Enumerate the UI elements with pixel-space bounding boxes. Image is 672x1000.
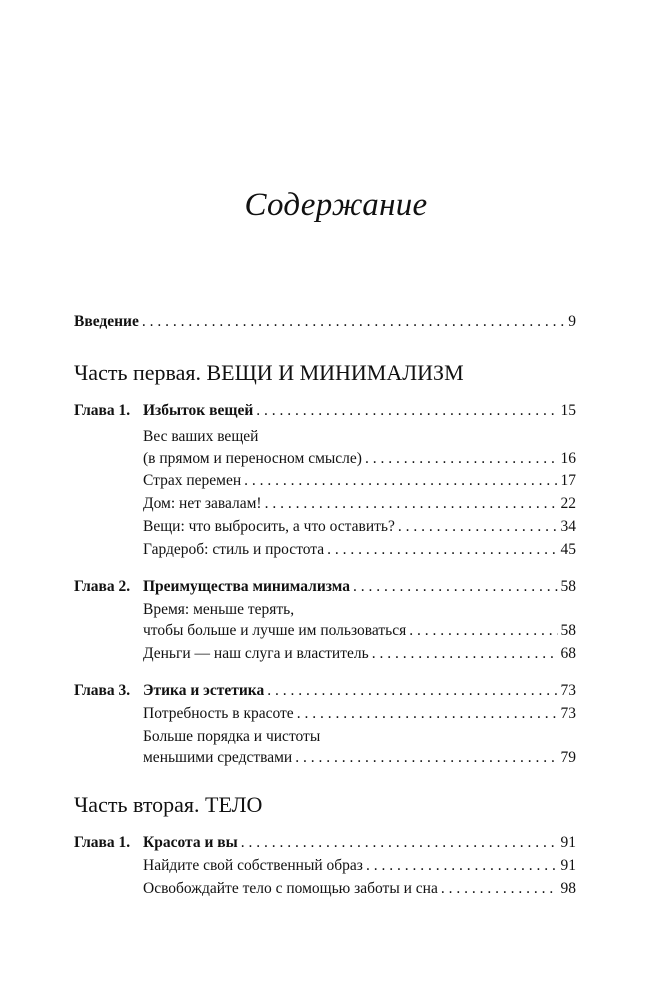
section-title-line1: Вес ваших вещей bbox=[143, 428, 259, 445]
toc-chapter-1-1[interactable] bbox=[74, 400, 576, 422]
section-title: Потребность в красоте bbox=[143, 705, 294, 722]
section-title: Дом: нет завалам! bbox=[143, 495, 262, 512]
chapter-number: Глава 2. bbox=[74, 578, 131, 595]
toc-section[interactable] bbox=[143, 878, 576, 900]
section-title-line1: Время: меньше терять, bbox=[143, 601, 295, 618]
chapter-title: Этика и эстетика bbox=[143, 682, 265, 699]
dot-leader bbox=[297, 703, 558, 725]
section-title: (в прямом и переносном смысле) bbox=[143, 450, 362, 467]
dot-leader bbox=[256, 400, 557, 422]
page-number: 91 bbox=[560, 834, 576, 851]
dot-leader bbox=[372, 643, 558, 665]
section-title: Гардероб: стиль и простота bbox=[143, 541, 325, 558]
part-heading-2: Часть вторая. ТЕЛО bbox=[74, 792, 263, 817]
chapter-title: Преимущества минимализма bbox=[143, 578, 350, 595]
section-title: чтобы больше и лучше им пользоваться bbox=[143, 622, 407, 639]
page-number: 73 bbox=[560, 705, 576, 722]
toc-section[interactable] bbox=[143, 539, 576, 561]
dot-leader bbox=[265, 493, 558, 515]
page-number: 58 bbox=[560, 622, 576, 639]
page-number: 98 bbox=[560, 880, 576, 897]
section-title: Страх перемен bbox=[143, 472, 242, 489]
toc-section[interactable] bbox=[143, 493, 576, 515]
section-title: Освобождайте тело с помощью заботы и сна bbox=[143, 880, 438, 897]
dot-leader bbox=[365, 448, 558, 470]
section-title: Вещи: что выбросить, а что оставить? bbox=[143, 518, 395, 535]
page-number: 91 bbox=[560, 857, 576, 874]
toc-title: Содержание bbox=[244, 187, 428, 223]
toc-section[interactable] bbox=[143, 448, 576, 470]
part-heading-1: Часть первая. ВЕЩИ И МИНИМАЛИЗМ bbox=[74, 360, 464, 385]
section-title-line1: Больше порядка и чистоты bbox=[143, 728, 321, 745]
page-number: 34 bbox=[560, 518, 576, 535]
page-number: 9 bbox=[568, 313, 576, 330]
page-number: 79 bbox=[560, 749, 576, 766]
toc-section[interactable] bbox=[143, 516, 576, 538]
toc-section[interactable] bbox=[143, 620, 576, 642]
section-title: Деньги — наш слуга и властитель bbox=[143, 645, 369, 662]
dot-leader bbox=[244, 470, 557, 492]
page-number: 73 bbox=[560, 682, 576, 699]
chapter-title: Красота и вы bbox=[143, 834, 238, 851]
dot-leader bbox=[398, 516, 558, 538]
dot-leader bbox=[295, 747, 557, 769]
section-title: Найдите свой собственный образ bbox=[143, 857, 363, 874]
dot-leader bbox=[327, 539, 557, 561]
dot-leader bbox=[366, 855, 558, 877]
toc-chapter-1-2[interactable] bbox=[74, 576, 576, 598]
toc-chapter-1-3[interactable] bbox=[74, 680, 576, 702]
toc-section[interactable] bbox=[143, 470, 576, 492]
toc-section[interactable] bbox=[143, 703, 576, 725]
page-number: 17 bbox=[560, 472, 576, 489]
page-number: 22 bbox=[560, 495, 576, 512]
dot-leader bbox=[267, 680, 557, 702]
dot-leader bbox=[241, 832, 558, 854]
toc-chapter-2-1[interactable] bbox=[74, 832, 576, 854]
chapter-title: Избыток вещей bbox=[143, 402, 254, 419]
toc-section[interactable] bbox=[143, 747, 576, 769]
page-number: 45 bbox=[560, 541, 576, 558]
chapter-number: Глава 3. bbox=[74, 682, 131, 699]
section-title: меньшими средствами bbox=[143, 749, 293, 766]
chapter-number: Глава 1. bbox=[74, 834, 131, 851]
page-number: 58 bbox=[560, 578, 576, 595]
page-number: 68 bbox=[560, 645, 576, 662]
page-number: 16 bbox=[560, 450, 576, 467]
toc-entry-intro[interactable] bbox=[74, 311, 576, 333]
dot-leader bbox=[409, 620, 557, 642]
toc-section[interactable] bbox=[143, 643, 576, 665]
page-number: 15 bbox=[560, 402, 576, 419]
dot-leader bbox=[441, 878, 558, 900]
toc-section[interactable] bbox=[143, 855, 576, 877]
dot-leader bbox=[353, 576, 558, 598]
chapter-number: Глава 1. bbox=[74, 402, 131, 419]
dot-leader bbox=[142, 311, 565, 333]
entry-label: Введение bbox=[74, 313, 139, 330]
